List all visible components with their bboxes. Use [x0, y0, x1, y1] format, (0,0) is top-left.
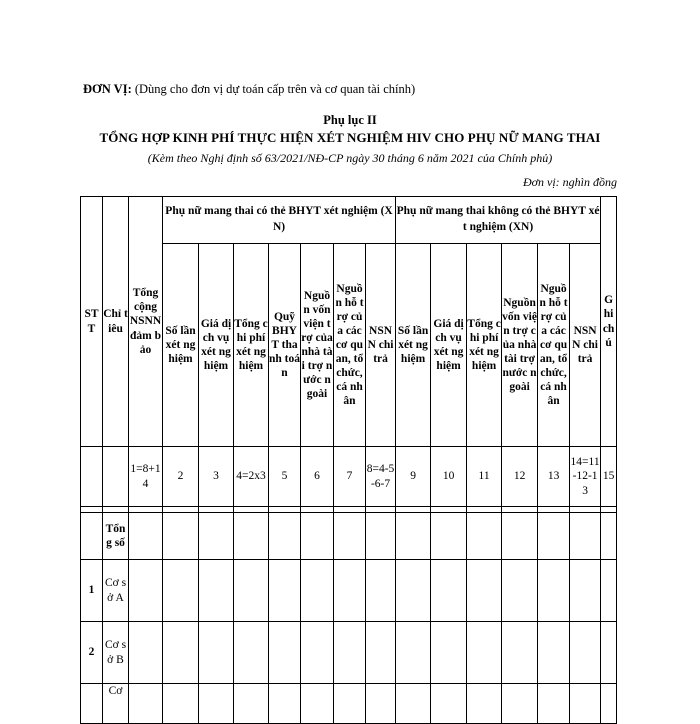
table-row: [81, 622, 617, 684]
expense-table: [80, 196, 617, 724]
table-row: [81, 684, 617, 724]
col-header-insured-3: Tổng chi phí xét nghiệm: [234, 244, 269, 447]
col-number-4: 4=2x3: [234, 447, 269, 507]
header-row-groups: [81, 197, 617, 244]
col-number-6: 6: [301, 447, 334, 507]
col-number-chi-tieu: [103, 447, 129, 507]
table-row: [81, 513, 617, 560]
row-stt: [81, 513, 103, 560]
col-header-uninsured-5: Nguồn hỗ trợ của các cơ quan, tổ chức, cá nhân: [538, 244, 570, 447]
col-number-15: 15: [601, 447, 617, 507]
col-header-note: Ghi chú: [601, 197, 617, 447]
col-header-uninsured-6: NSNN chi trả: [570, 244, 601, 447]
row-stt: 2: [81, 622, 103, 684]
row-label: Cơ sở A: [103, 560, 129, 622]
col-number-12: 12: [502, 447, 538, 507]
col-number-10: 10: [431, 447, 467, 507]
col-header-insured-4: Quỹ BHYT thanh toán: [269, 244, 301, 447]
document-title: TỔNG HỢP KINH PHÍ THỰC HIỆN XÉT NGHIỆM HIV CHO PHỤ NỮ MANG THAI: [99, 130, 601, 145]
row-label: Cơ sở B: [103, 622, 129, 684]
col-number-9: 9: [396, 447, 431, 507]
currency-unit: Đơn vị: nghìn đồng: [522, 175, 617, 189]
col-number-11: 11: [467, 447, 502, 507]
col-number-7: 7: [334, 447, 366, 507]
col-header-stt: STT: [81, 197, 103, 447]
row-label: Cơ: [103, 684, 129, 724]
col-header-uninsured-1: Số lần xét nghiệm: [396, 244, 431, 447]
col-number-14: 14=11-12-13: [570, 447, 601, 507]
row-stt: 1: [81, 560, 103, 622]
col-header-uninsured-4: Nguồn vốn viện trợ của nhà tài trợ nước ngoài: [502, 244, 538, 447]
unit-note: (Dùng cho đơn vị dự toán cấp trên và cơ quan tài chính): [134, 82, 416, 96]
col-number-2: 2: [163, 447, 199, 507]
column-number-row: [81, 447, 617, 507]
col-header-uninsured-2: Giá dịch vụ xét nghiệm: [431, 244, 467, 447]
col-number-stt: [81, 447, 103, 507]
document-subtitle: (Kèm theo Nghị định số 63/2021/NĐ-CP ngày 30 tháng 6 năm 2021 của Chính phủ): [147, 151, 553, 165]
col-number-8: 8=4-5-6-7: [366, 447, 396, 507]
appendix-label: Phụ lục II: [323, 113, 377, 127]
unit-label: ĐƠN VỊ:: [83, 82, 132, 96]
col-number-13: 13: [538, 447, 570, 507]
group-header-uninsured: Phụ nữ mang thai không có thẻ BHYT xét nghiệm (XN): [396, 197, 601, 244]
col-header-insured-6: Nguồn hỗ trợ của các cơ quan, tổ chức, cá nhân: [334, 244, 366, 447]
col-header-insured-5: Nguồn vốn viện trợ của nhà tài trợ nước ngoài: [301, 244, 334, 447]
row-label: Tổng số: [103, 513, 129, 560]
col-number-5: 5: [269, 447, 301, 507]
table-row: [81, 560, 617, 622]
col-number-total: 1=8+14: [129, 447, 163, 507]
col-header-chi-tieu: Chỉ tiêu: [103, 197, 129, 447]
col-header-insured-2: Giá dịch vụ xét nghiệm: [199, 244, 234, 447]
col-header-total: Tổng cộng NSNN đảm bảo: [129, 197, 163, 447]
row-stt: [81, 684, 103, 724]
col-number-3: 3: [199, 447, 234, 507]
group-header-insured: Phụ nữ mang thai có thẻ BHYT xét nghiệm (XN): [163, 197, 396, 244]
col-header-insured-1: Số lần xét nghiệm: [163, 244, 199, 447]
unit-line: [83, 82, 415, 97]
col-header-uninsured-3: Tổng chi phí xét nghiệm: [467, 244, 502, 447]
col-header-insured-7: NSNN chi trả: [366, 244, 396, 447]
